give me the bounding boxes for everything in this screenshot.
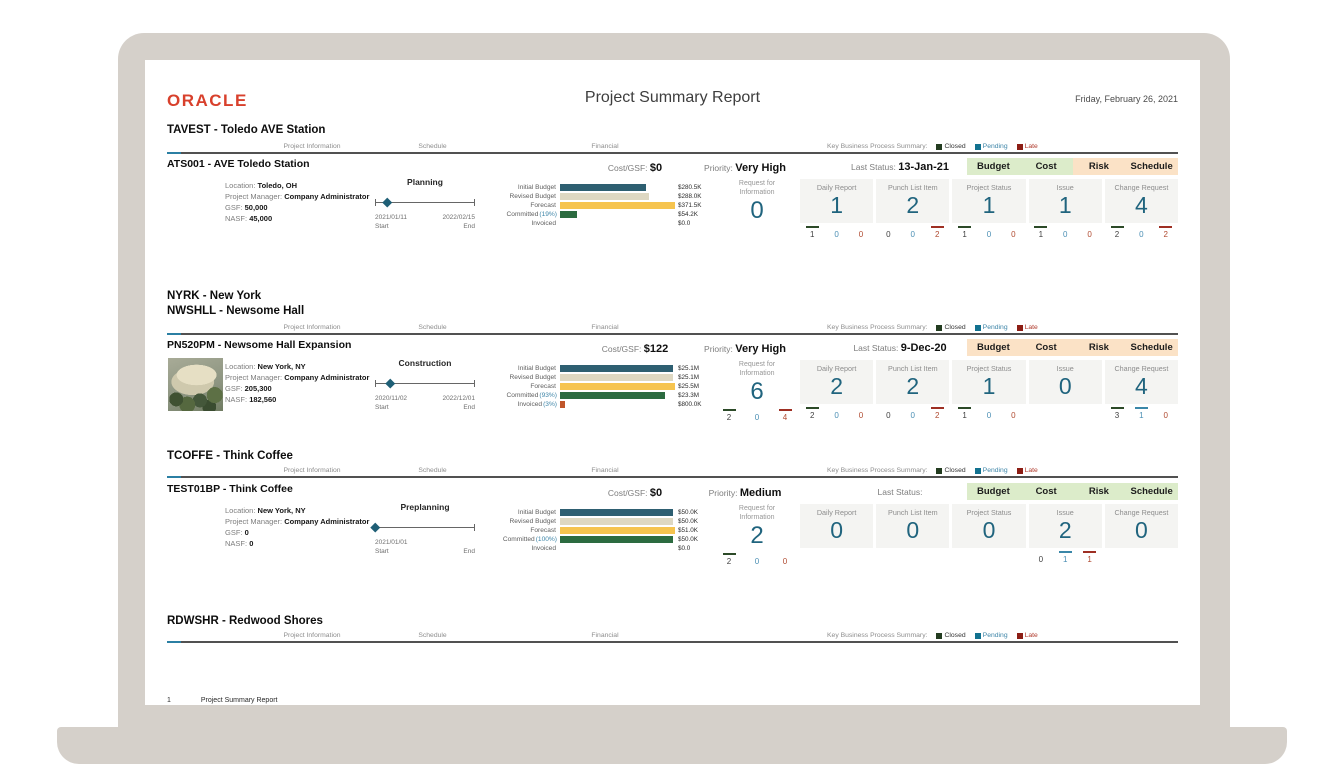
kpi-sub-count bbox=[722, 228, 737, 232]
kpi-sub-count: 0 bbox=[1006, 407, 1021, 420]
status-dash bbox=[1159, 226, 1172, 228]
status-dash bbox=[931, 551, 944, 553]
project-row bbox=[167, 480, 1178, 568]
project-title: ATS001 - AVE Toledo Station bbox=[167, 158, 310, 170]
kpi-sub-count: 2 bbox=[930, 407, 945, 420]
kpi-sub-count bbox=[1033, 407, 1048, 411]
priority: Priority: Very High bbox=[704, 343, 786, 355]
schedule-timeline: Planning 2021/01/11 Start 2022/02/15 End bbox=[375, 177, 475, 230]
bar-revised-budget: Revised Budget $25.1M bbox=[509, 374, 700, 381]
status-dash bbox=[1159, 407, 1172, 409]
bar-forecast: Forecast $51.0K bbox=[530, 527, 698, 534]
badge-schedule: Schedule bbox=[1125, 339, 1178, 356]
status-dash bbox=[958, 551, 971, 553]
bar-committed: Committed(100%) $50.0K bbox=[502, 536, 698, 543]
phase-label: Construction bbox=[398, 358, 452, 368]
badge-budget: Budget bbox=[967, 339, 1020, 356]
badge-budget: Budget bbox=[967, 158, 1020, 175]
status-dash bbox=[830, 226, 843, 228]
pending-swatch-icon bbox=[975, 633, 981, 639]
footer-label: Project Summary Report bbox=[200, 697, 278, 704]
kpi-sub-count: 1 bbox=[805, 226, 820, 239]
status-dash bbox=[723, 553, 736, 555]
col-project-information: Project Information bbox=[283, 143, 341, 150]
kpi-sub-count: 2 bbox=[805, 407, 820, 420]
bar-revised-budget: Revised Budget $50.0K bbox=[509, 518, 698, 525]
kpi-sub-count: 2 bbox=[722, 409, 737, 422]
bar-invoiced: Invoiced(3%) $800.0K bbox=[517, 401, 702, 408]
kpi-daily-report: Daily Report 0 bbox=[800, 504, 873, 564]
bar-revised-budget: Revised Budget $288.0K bbox=[509, 193, 702, 200]
kpi-sub-count bbox=[1134, 551, 1149, 555]
status-dash bbox=[1007, 407, 1020, 409]
priority: Priority: Very High bbox=[704, 162, 786, 174]
status-dash bbox=[723, 409, 736, 411]
status-dash bbox=[1083, 226, 1096, 228]
kpi-daily-report: Daily Report 1 1 0 0 bbox=[800, 179, 873, 239]
bar-invoiced: Invoiced $0.0 bbox=[531, 545, 691, 552]
legend-closed: Closed bbox=[936, 143, 965, 150]
status-dash bbox=[906, 407, 919, 409]
closed-swatch-icon bbox=[936, 468, 942, 474]
status-dash bbox=[1111, 551, 1124, 553]
bar-forecast: Forecast $25.5M bbox=[530, 383, 700, 390]
status-dash bbox=[830, 551, 843, 553]
kpi-sub-count: 0 bbox=[853, 407, 868, 420]
closed-swatch-icon bbox=[936, 144, 942, 150]
status-dash bbox=[982, 551, 995, 553]
timeline bbox=[375, 380, 475, 388]
status-dash bbox=[882, 407, 895, 409]
kpi-project-status: Project Status 0 bbox=[952, 504, 1025, 564]
last-status: Last Status: bbox=[877, 487, 923, 497]
kbps-legend: Key Business Process Summary: Closed Pending Late bbox=[827, 324, 1038, 331]
schedule-timeline: Construction 2020/11/02 Start 2022/12/01 End bbox=[375, 358, 475, 411]
status-dash bbox=[1111, 407, 1124, 409]
section-title-tcoffe: TCOFFE - Think Coffee bbox=[167, 450, 293, 462]
bar-committed: Committed(19%) $54.2K bbox=[506, 211, 698, 218]
late-swatch-icon bbox=[1017, 325, 1023, 331]
kpi-punch-list-item: Punch List Item 2 0 0 2 bbox=[876, 360, 949, 420]
kpi-count: 0 bbox=[750, 197, 764, 224]
status-dash bbox=[931, 226, 944, 228]
kbps-legend: Key Business Process Summary: Closed Pending Late bbox=[827, 632, 1038, 639]
status-dash bbox=[882, 551, 895, 553]
status-dash bbox=[882, 226, 895, 228]
badge-risk: Risk bbox=[1073, 158, 1126, 175]
kpi-change-request: Change Request 4 2 0 2 bbox=[1105, 179, 1178, 239]
kpi-boxes bbox=[800, 360, 1178, 420]
status-dash bbox=[1135, 226, 1148, 228]
status-dash bbox=[779, 553, 792, 555]
kpi-sub-count bbox=[805, 551, 820, 555]
kpi-sub-count: 2 bbox=[930, 226, 945, 239]
status-dash bbox=[806, 226, 819, 228]
badge-cost: Cost bbox=[1020, 158, 1073, 175]
kpi-sub-count: 0 bbox=[1158, 407, 1173, 420]
health-badges bbox=[967, 158, 1178, 175]
health-badges bbox=[967, 483, 1178, 500]
kpi-sub-count: 1 bbox=[957, 407, 972, 420]
timeline-marker-icon bbox=[385, 379, 394, 388]
section-title-rdwshr: RDWSHR - Redwood Shores bbox=[167, 615, 323, 627]
section-divider bbox=[167, 641, 1178, 643]
badge-cost: Cost bbox=[1020, 483, 1073, 500]
kbps-legend bbox=[827, 143, 1038, 150]
status-dash bbox=[1059, 551, 1072, 553]
kpi-sub-count bbox=[1110, 551, 1125, 555]
status-dash bbox=[1007, 226, 1020, 228]
bar-committed: Committed(93%) $23.3M bbox=[506, 392, 700, 399]
phase-label: Planning bbox=[407, 177, 443, 187]
kbps-label: Key Business Process Summary: bbox=[827, 143, 928, 150]
kpi-sub-count: 0 bbox=[853, 226, 868, 239]
phase-label: Preplanning bbox=[400, 502, 450, 512]
cost-gsf: Cost/GSF: $122 bbox=[601, 343, 669, 355]
kpi-sub-count: 0 bbox=[1006, 226, 1021, 239]
badge-schedule: Schedule bbox=[1125, 483, 1178, 500]
kpi-sub-count: 0 bbox=[981, 226, 996, 239]
status-dash bbox=[1159, 551, 1172, 553]
kpi-sub-count: 3 bbox=[1110, 407, 1125, 420]
kpi-request-for-information: Request for Information 2 2 0 0 bbox=[712, 504, 802, 566]
section-title-tavest: TAVEST - Toledo AVE Station bbox=[167, 124, 326, 136]
status-dash bbox=[958, 226, 971, 228]
kpi-sub-count bbox=[829, 551, 844, 555]
status-dash bbox=[806, 551, 819, 553]
status-dash bbox=[1083, 551, 1096, 553]
kpi-sub-count: 2 bbox=[1110, 226, 1125, 239]
kpi-sub-count bbox=[1082, 407, 1097, 411]
status-dash bbox=[751, 228, 764, 230]
kpi-sub-count bbox=[750, 228, 765, 232]
status-dash bbox=[1135, 407, 1148, 409]
kpi-sub-count: 2 bbox=[1158, 226, 1173, 239]
kpi-count: 2 bbox=[750, 522, 764, 549]
kpi-sub-count: 0 bbox=[981, 407, 996, 420]
kpi-sub-count: 0 bbox=[881, 407, 896, 420]
kpi-project-status: Project Status 1 1 0 0 bbox=[952, 179, 1025, 239]
section-divider bbox=[167, 476, 1178, 478]
kpi-sub-count: 0 bbox=[829, 407, 844, 420]
kpi-sub-count: 0 bbox=[905, 407, 920, 420]
project-info: Location: Toledo, OH Project Manager: Company Administrator GSF: 50,000 NASF: 45,000 bbox=[225, 181, 370, 223]
status-dash bbox=[830, 407, 843, 409]
bar-initial-budget: Initial Budget $280.5K bbox=[517, 184, 702, 191]
late-swatch-icon bbox=[1017, 468, 1023, 474]
kpi-sub-count: 2 bbox=[722, 553, 737, 566]
status-dash bbox=[1007, 551, 1020, 553]
badge-risk: Risk bbox=[1073, 339, 1126, 356]
project-row bbox=[167, 155, 1178, 243]
status-dash bbox=[906, 551, 919, 553]
kpi-sub-count: 1 bbox=[1058, 551, 1073, 564]
kpi-sub-count: 0 bbox=[1058, 226, 1073, 239]
kpi-change-request: Change Request 0 bbox=[1105, 504, 1178, 564]
status-dash bbox=[779, 228, 792, 230]
bar-forecast: Forecast $371.5K bbox=[530, 202, 702, 209]
section-divider bbox=[167, 152, 1178, 154]
project-photo bbox=[168, 358, 223, 411]
status-dash bbox=[779, 409, 792, 411]
project-info: Location: New York, NY Project Manager: Company Administrator GSF: 205,300 NASF: 182,560 bbox=[225, 362, 370, 404]
kpi-sub-count: 0 bbox=[1033, 551, 1048, 564]
page-title: Project Summary Report bbox=[584, 89, 761, 106]
kpi-sub-count: 0 bbox=[905, 226, 920, 239]
section-divider bbox=[167, 333, 1178, 335]
oracle-logo: ORACLE bbox=[167, 91, 248, 110]
kpi-boxes bbox=[800, 504, 1178, 564]
kpi-sub-count: 1 bbox=[1033, 226, 1048, 239]
cost-gsf: Cost/GSF: $0 bbox=[607, 487, 663, 499]
kpi-sub-count: 0 bbox=[1082, 226, 1097, 239]
kpi-request-for-information: Request for Information 0 bbox=[712, 179, 802, 232]
kpi-request-for-information: Request for Information 6 2 0 4 bbox=[712, 360, 802, 422]
kpi-sub-count bbox=[881, 551, 896, 555]
last-status: Last Status: 9-Dec-20 bbox=[853, 342, 947, 354]
project-row bbox=[167, 336, 1178, 424]
column-header-row: Project Information Schedule Financial Key Business Process Summary: Closed Pending Late bbox=[167, 324, 1178, 336]
kpi-punch-list-item: Punch List Item 2 0 0 2 bbox=[876, 179, 949, 239]
kpi-sub-count: 1 bbox=[1134, 407, 1149, 420]
closed-swatch-icon bbox=[936, 633, 942, 639]
kpi-sub-count: 4 bbox=[778, 409, 793, 422]
kpi-count: 6 bbox=[750, 378, 764, 405]
late-swatch-icon bbox=[1017, 633, 1023, 639]
kpi-sub-count: 0 bbox=[778, 553, 793, 566]
timeline bbox=[375, 199, 475, 207]
section-title-nyrk: NYRK - New York NWSHLL - Newsome Hall bbox=[167, 290, 305, 317]
kpi-change-request: Change Request 4 3 1 0 bbox=[1105, 360, 1178, 420]
kpi-sub-count bbox=[853, 551, 868, 555]
status-dash bbox=[958, 407, 971, 409]
laptop-base bbox=[57, 727, 1287, 764]
status-dash bbox=[751, 553, 764, 555]
pending-swatch-icon bbox=[975, 144, 981, 150]
bar-invoiced: Invoiced $0.0 bbox=[531, 220, 691, 227]
status-dash bbox=[806, 407, 819, 409]
kpi-issue: Issue 0 bbox=[1029, 360, 1102, 420]
legend-pending: Pending bbox=[975, 143, 1008, 150]
cost-gsf: Cost/GSF: $0 bbox=[607, 162, 663, 174]
kpi-issue: Issue 2 0 1 1 bbox=[1029, 504, 1102, 564]
kpi-boxes bbox=[800, 179, 1178, 239]
kbps-legend: Key Business Process Summary: Closed Pending Late bbox=[827, 467, 1038, 474]
status-dash bbox=[1034, 407, 1047, 409]
timeline-marker-icon bbox=[382, 198, 391, 207]
status-dash bbox=[982, 407, 995, 409]
status-dash bbox=[854, 551, 867, 553]
last-status: Last Status: 13-Jan-21 bbox=[850, 161, 950, 173]
badge-schedule: Schedule bbox=[1125, 158, 1178, 175]
kpi-sub-count bbox=[778, 228, 793, 232]
status-dash bbox=[1059, 226, 1072, 228]
legend-late: Late bbox=[1017, 143, 1038, 150]
health-badges bbox=[967, 339, 1178, 356]
status-dash bbox=[906, 226, 919, 228]
kpi-sub-count bbox=[1158, 551, 1173, 555]
kpi-sub-count: 1 bbox=[957, 226, 972, 239]
kpi-sub-count bbox=[1006, 551, 1021, 555]
late-swatch-icon bbox=[1017, 144, 1023, 150]
project-info: Location: New York, NY Project Manager: Company Administrator GSF: 0 NASF: 0 bbox=[225, 506, 370, 548]
page-number: 1 bbox=[167, 697, 171, 704]
status-dash bbox=[982, 226, 995, 228]
status-dash bbox=[854, 407, 867, 409]
kpi-sub-count bbox=[1058, 407, 1073, 411]
schedule-timeline: Preplanning 2021/01/01 Start End bbox=[375, 502, 475, 556]
status-dash bbox=[1111, 226, 1124, 228]
column-header-row: Project Information Schedule Financial Key Business Process Summary: Closed Pending Late bbox=[167, 632, 1178, 644]
timeline bbox=[375, 524, 475, 532]
column-header-row bbox=[167, 143, 1178, 155]
badge-cost: Cost bbox=[1020, 339, 1073, 356]
badge-risk: Risk bbox=[1073, 483, 1126, 500]
pending-swatch-icon bbox=[975, 468, 981, 474]
col-schedule: Schedule bbox=[418, 143, 447, 150]
kpi-sub-count bbox=[981, 551, 996, 555]
kpi-sub-count bbox=[930, 551, 945, 555]
status-dash bbox=[931, 407, 944, 409]
kpi-sub-count bbox=[905, 551, 920, 555]
status-dash bbox=[854, 226, 867, 228]
kpi-sub-count: 0 bbox=[829, 226, 844, 239]
page-footer bbox=[167, 697, 278, 704]
kpi-daily-report: Daily Report 2 2 0 0 bbox=[800, 360, 873, 420]
priority: Priority: Medium bbox=[708, 487, 782, 499]
status-dash bbox=[723, 228, 736, 230]
bar-initial-budget: Initial Budget $50.0K bbox=[517, 509, 698, 516]
status-dash bbox=[1135, 551, 1148, 553]
kpi-sub-count bbox=[957, 551, 972, 555]
badge-budget: Budget bbox=[967, 483, 1020, 500]
project-title: PN520PM - Newsome Hall Expansion bbox=[167, 339, 352, 351]
kpi-sub-count: 0 bbox=[881, 226, 896, 239]
kpi-sub-count: 0 bbox=[750, 553, 765, 566]
project-title: TEST01BP - Think Coffee bbox=[167, 483, 293, 495]
column-header-row: Project Information Schedule Financial Key Business Process Summary: Closed Pending Late bbox=[167, 467, 1178, 479]
kpi-project-status: Project Status 1 1 0 0 bbox=[952, 360, 1025, 420]
bar-initial-budget: Initial Budget $25.1M bbox=[517, 365, 700, 372]
status-dash bbox=[1034, 551, 1047, 553]
status-dash bbox=[1059, 407, 1072, 409]
kpi-punch-list-item: Punch List Item 0 bbox=[876, 504, 949, 564]
col-financial: Financial bbox=[591, 143, 619, 150]
pending-swatch-icon bbox=[975, 325, 981, 331]
closed-swatch-icon bbox=[936, 325, 942, 331]
kpi-sub-count: 0 bbox=[750, 409, 765, 422]
report-page bbox=[145, 60, 1200, 705]
kpi-issue: Issue 1 1 0 0 bbox=[1029, 179, 1102, 239]
status-dash bbox=[1083, 407, 1096, 409]
status-dash bbox=[1034, 226, 1047, 228]
kpi-sub-count: 0 bbox=[1134, 226, 1149, 239]
report-date: Friday, February 26, 2021 bbox=[1075, 94, 1178, 104]
kpi-sub-count: 1 bbox=[1082, 551, 1097, 564]
status-dash bbox=[751, 409, 764, 411]
